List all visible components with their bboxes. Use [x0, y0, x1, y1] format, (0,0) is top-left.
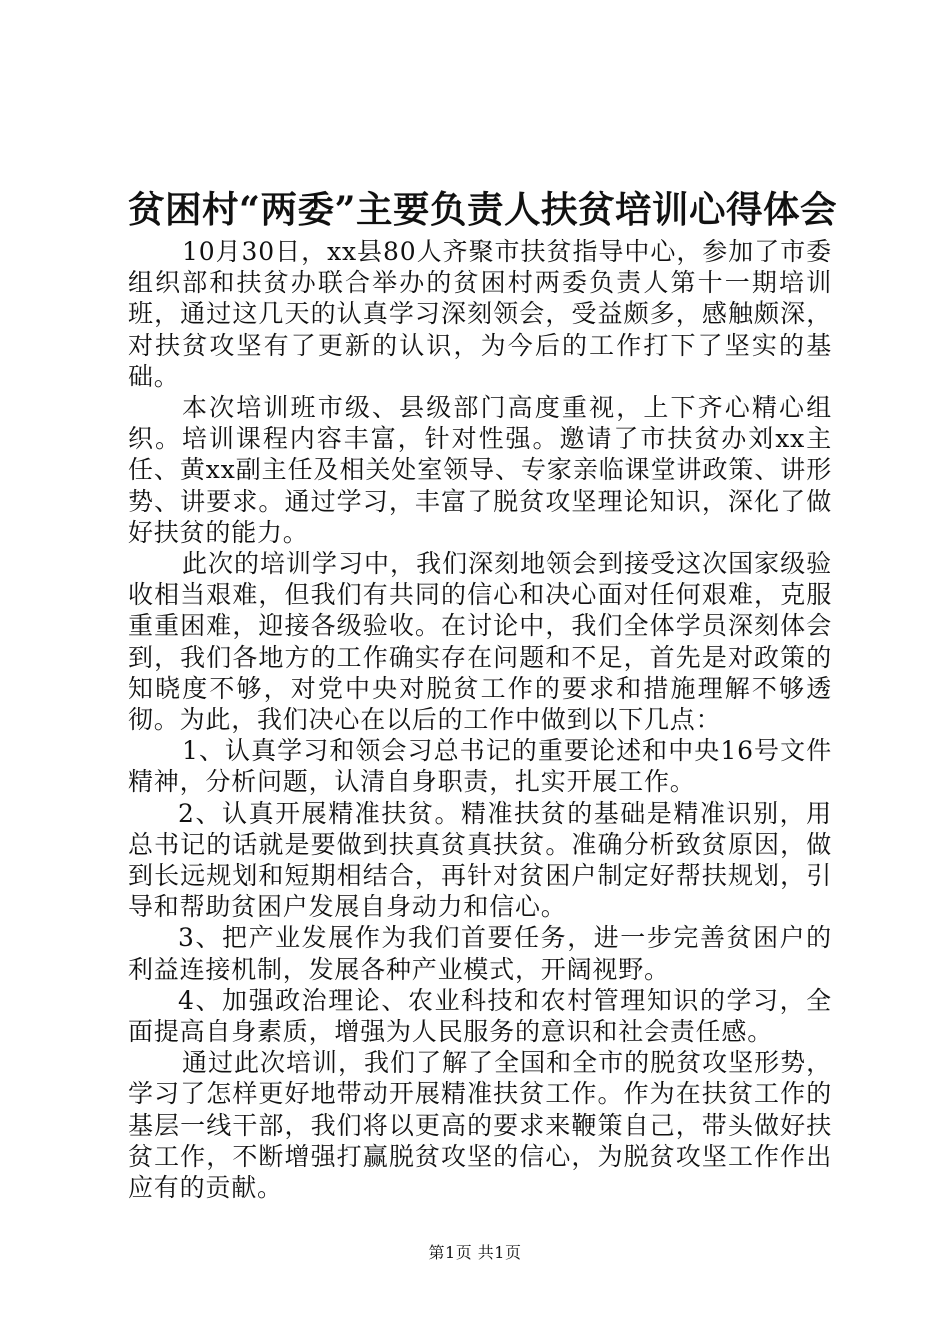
list-item-2: 2、认真开展精准扶贫。精准扶贫的基础是精准识别，用总书记的话就是要做到扶真贫真扶贫。准确分析致贫原因，做到长远规划和短期相结合，再针对贫困户制定好帮扶规划，引导和帮助贫困户发展自身动力和信心。 [128, 798, 832, 922]
paragraph-reflection: 此次的培训学习中，我们深刻地领会到接受这次国家级验收相当艰难，但我们有共同的信心和决心面对任何艰难，克服重重困难，迎接各级验收。在讨论中，我们全体学员深刻体会到，我们各地方的工作确实存在问题和不足，首先是对政策的知晓度不够，对党中央对脱贫工作的要求和措施理解不够透彻。为此，我们决心在以后的工作中做到以下几点： [128, 549, 832, 735]
list-item-1: 1、认真学习和领会习总书记的重要论述和中央16号文件精神，分析问题，认清自身职责，扎实开展工作。 [128, 736, 832, 797]
paragraph-training-overview: 本次培训班市级、县级部门高度重视，上下齐心精心组织。培训课程内容丰富，针对性强。邀请了市扶贫办刘xx主任、黄xx副主任及相关处室领导、专家亲临课堂讲政策、讲形势、讲要求。通过学习，丰富了脱贫攻坚理论知识，深化了做好扶贫的能力。 [128, 393, 832, 547]
paragraph-conclusion: 通过此次培训，我们了解了全国和全市的脱贫攻坚形势，学习了怎样更好地带动开展精准扶贫工作。作为在扶贫工作的基层一线干部，我们将以更高的要求来鞭策自己，带头做好扶贫工作，不断增强打赢脱贫攻坚的信心，为脱贫攻坚工作作出应有的贡献。 [128, 1048, 832, 1203]
page-footer: 第1页 共1页 [428, 1243, 522, 1262]
list-item-3: 3、把产业发展作为我们首要任务，进一步完善贫困户的利益连接机制，发展各种产业模式，开阔视野。 [128, 923, 832, 984]
document-title: 贫困村“两委”主要负责人扶贫培训心得体会 [128, 188, 837, 231]
list-item-4: 4、加强政治理论、农业科技和农村管理知识的学习，全面提高自身素质，增强为人民服务的意识和社会责任感。 [128, 985, 832, 1047]
document-body [128, 236, 832, 1203]
paragraph-intro: 10月30日，xx县80人齐聚市扶贫指导中心，参加了市委组织部和扶贫办联合举办的贫困村两委负责人第十一期培训班，通过这几天的认真学习深刻领会，受益颇多，感触颇深，对扶贫攻坚有了更新的认识，为今后的工作打下了坚实的基础。 [128, 237, 832, 391]
